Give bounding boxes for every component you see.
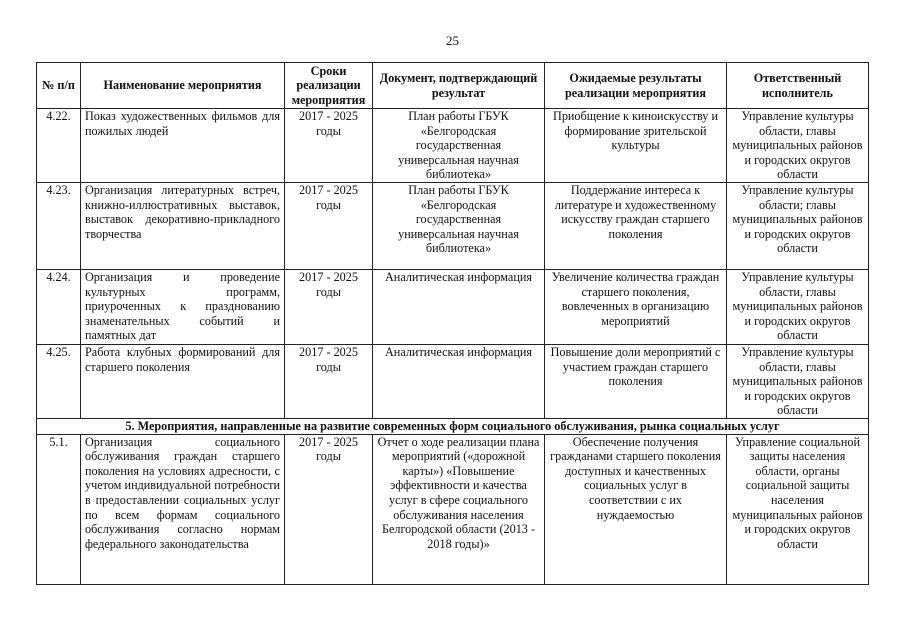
row-number: 4.24. — [37, 269, 81, 344]
row-number: 4.23. — [37, 182, 81, 269]
measure-responsible: Управление культуры области, главы муниципальных районов и городских округов области — [727, 269, 869, 344]
header-doc: Документ, подтверждающий результат — [373, 63, 545, 109]
measure-document: Аналитическая информация — [373, 344, 545, 418]
header-resp: Ответственный исполнитель — [727, 63, 869, 109]
measure-result: Увеличение количества граждан старшего поколения, вовлеченных в организацию мероприятий — [545, 269, 727, 344]
measure-name: Организация литературных встреч, книжно-иллюстративных выставок, выставок декоративно-прикладного творчества — [81, 182, 285, 269]
header-num: № п/п — [37, 63, 81, 109]
measure-result: Приобщение к киноискусству и формирование зрительской культуры — [545, 109, 727, 183]
measure-term: 2017 - 2025 годы — [285, 434, 373, 584]
header-result: Ожидаемые результаты реализации мероприятия — [545, 63, 727, 109]
table-row — [37, 344, 869, 418]
measures-table — [36, 62, 869, 585]
row-number: 5.1. — [37, 434, 81, 584]
measure-responsible: Управление культуры области; главы муниципальных районов и городских округов области — [727, 182, 869, 269]
header-term: Сроки реализации мероприятия — [285, 63, 373, 109]
table-row — [37, 182, 869, 269]
table-header-row — [37, 63, 869, 109]
measure-result: Поддержание интереса к литературе и художественному искусству граждан старшего поколения — [545, 182, 727, 269]
measure-term: 2017 - 2025 годы — [285, 344, 373, 418]
measure-responsible: Управление социальной защиты населения области, органы социальной защиты населения муниципальных районов и городских округов области — [727, 434, 869, 584]
measure-responsible: Управление культуры области, главы муниципальных районов и городских округов области — [727, 109, 869, 183]
row-number: 4.25. — [37, 344, 81, 418]
table-row — [37, 109, 869, 183]
measure-document: План работы ГБУК «Белгородская государственная универсальная научная библиотека» — [373, 109, 545, 183]
measure-term: 2017 - 2025 годы — [285, 109, 373, 183]
measure-document: План работы ГБУК «Белгородская государственная универсальная научная библиотека» — [373, 182, 545, 269]
measure-term: 2017 - 2025 годы — [285, 182, 373, 269]
measure-term: 2017 - 2025 годы — [285, 269, 373, 344]
measure-responsible: Управление культуры области, главы муниципальных районов и городских округов области — [727, 344, 869, 418]
measure-name: Организация социального обслуживания граждан старшего поколения на условиях адресности, с учетом индивидуальной потребности в предоставлении социальных услуг по всем формам социального обслуживания согласно нормам федерального законодательства — [81, 434, 285, 584]
measure-document: Аналитическая информация — [373, 269, 545, 344]
page-number: 25 — [446, 33, 459, 48]
measure-name: Показ художественных фильмов для пожилых людей — [81, 109, 285, 183]
measure-name: Работа клубных формирований для старшего поколения — [81, 344, 285, 418]
measure-document: Отчет о ходе реализации плана мероприятий («дорожной карты») «Повышение эффективности и качества услуг в сфере социального обслуживания населения Белгородской области (2013 - 2018 годы)» — [373, 434, 545, 584]
table-row — [37, 269, 869, 344]
measure-result: Повышение доли мероприятий с участием граждан старшего поколения — [545, 344, 727, 418]
measure-name: Организация и проведение культурных программ, приуроченных к празднованию знаменательных событий и памятных дат — [81, 269, 285, 344]
section-header-row — [37, 418, 869, 434]
header-name: Наименование мероприятия — [81, 63, 285, 109]
section-title: 5. Мероприятия, направленные на развитие современных форм социального обслуживания, рынка социальных услуг — [37, 418, 869, 434]
row-number: 4.22. — [37, 109, 81, 183]
measure-result: Обеспечение получения гражданами старшего поколения доступных и качественных социальных услуг в соответствии с их нуждаемостью — [545, 434, 727, 584]
table-row — [37, 434, 869, 584]
